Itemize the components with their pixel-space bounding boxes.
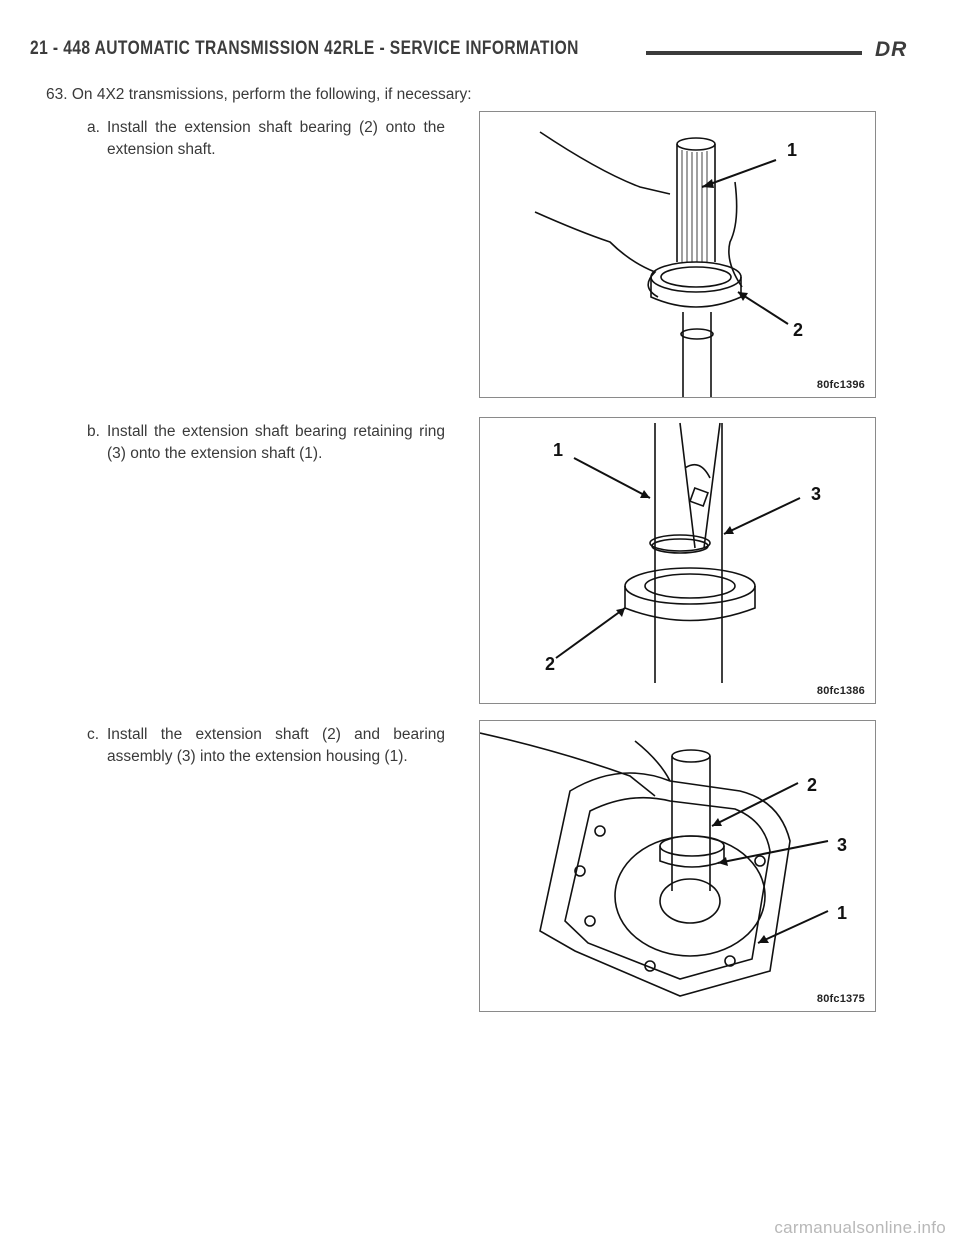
callout-2: 2 — [544, 654, 555, 674]
substep-text: Install the extension shaft bearing retaining ring (3) onto the extension shaft (1). — [107, 423, 445, 462]
substep-b — [87, 421, 445, 465]
substep-letter: a. — [87, 119, 100, 136]
callout-3: 3 — [810, 484, 821, 504]
substep-c — [87, 724, 445, 768]
header-logo: DR — [875, 38, 908, 61]
callout-1: 1 — [552, 440, 563, 460]
figure-code: 80fc1386 — [816, 685, 865, 697]
step-intro: 63. On 4X2 transmissions, perform the following, if necessary: — [46, 86, 472, 103]
substep-a — [87, 117, 445, 161]
page-header-title: 21 - 448 AUTOMATIC TRANSMISSION 42RLE - SERVICE INFORMATION — [30, 38, 579, 59]
figure-code: 80fc1396 — [816, 379, 865, 391]
substep-letter: b. — [87, 423, 100, 440]
substep-text: Install the extension shaft bearing (2) onto the extension shaft. — [107, 119, 445, 158]
header-rule — [646, 51, 862, 55]
callout-1: 1 — [786, 140, 797, 160]
figure-code: 80fc1375 — [816, 993, 865, 1005]
page-header — [30, 38, 908, 66]
callout-3: 3 — [836, 835, 847, 855]
extension-housing-illustration — [480, 721, 875, 1011]
substep-letter: c. — [87, 726, 100, 743]
watermark: carmanualsonline.info — [774, 1218, 946, 1237]
callout-1: 1 — [836, 903, 847, 923]
callout-2: 2 — [792, 320, 803, 340]
figure-bearing-on-shaft — [479, 111, 876, 398]
shaft-bearing-illustration — [480, 112, 875, 397]
callout-2: 2 — [806, 775, 817, 795]
figure-extension-housing — [479, 720, 876, 1012]
substep-text: Install the extension shaft (2) and bearing assembly (3) into the extension housing (1). — [107, 726, 445, 765]
figure-retaining-ring — [479, 417, 876, 704]
